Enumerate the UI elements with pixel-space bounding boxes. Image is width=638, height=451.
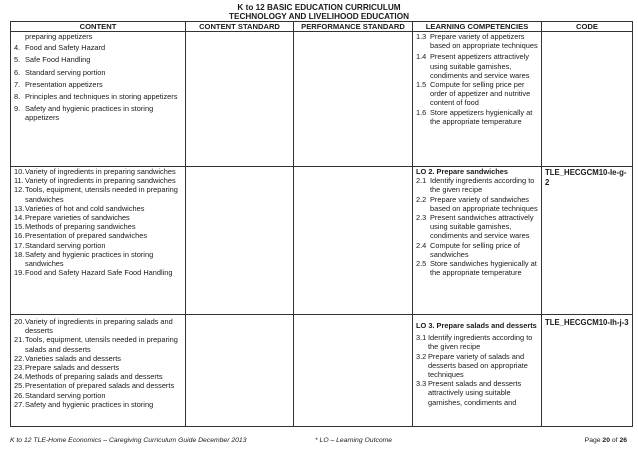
column-header-code: CODE [542, 22, 633, 32]
table-row [11, 315, 633, 427]
content-standard-cell [186, 167, 294, 315]
learning-outcome-heading: LO 3. Prepare salads and desserts [416, 321, 537, 330]
content-item: 12. Tools, equipment, utensils needed in preparing sandwiches [14, 185, 178, 204]
table-header-row [11, 22, 633, 32]
footer-guide-title: K to 12 TLE-Home Economics – Caregiving Curriculum Guide December 2013 [10, 437, 247, 444]
competency-code: TLE_HECGCM10-Ie-g-2 [545, 168, 627, 187]
content-item: 4. Food and Safety Hazard [14, 43, 106, 53]
column-header-performance-standard: PERFORMANCE STANDARD [294, 22, 413, 32]
competency-code: TLE_HECGCM10-Ih-j-3 [545, 318, 629, 327]
content-item: 27. Safety and hygienic practices in storing [14, 399, 154, 409]
competency-item: 1.6 Store appetizers hygienically at the appropriate temperature [416, 107, 533, 126]
content-item: 21. Tools, equipment, utensils needed in preparing salads and desserts [14, 335, 178, 354]
content-cell [11, 32, 186, 167]
content-item: 16. Presentation of prepared sandwiches [14, 231, 148, 241]
competency-item: 3.2 Prepare variety of salads and desserts based on appropriate techniques [416, 351, 528, 380]
content-item: 7. Presentation appetizers [14, 79, 103, 89]
competency-item: 2.2 Prepare variety of sandwiches based on appropriate techniques [416, 194, 538, 213]
code-cell [542, 32, 633, 167]
page-number: Page 20 of 26 [584, 437, 627, 444]
content-item: 5. Safe Food Handling [14, 55, 91, 65]
competency-item: 1.4 Present appetizers attractively using suitable garnishes, condiments and service wares [416, 52, 530, 80]
content-item: 11. Variety of ingredients in preparing sandwiches [14, 176, 176, 186]
content-item: 13. Varieties of hot and cold sandwiches [14, 203, 145, 213]
content-item: 15. Methods of preparing sandwiches [14, 222, 136, 232]
competency-item: 2.5 Store sandwiches hygienically at the appropriate temperature [416, 259, 537, 278]
content-item: 8. Principles and techniques in storing appetizers [14, 92, 178, 102]
content-item: 24. Methods of preparing salads and desserts [14, 372, 163, 382]
curriculum-table [10, 21, 633, 427]
competency-item: 1.3 Prepare variety of appetizers based on appropriate techniques [416, 32, 538, 51]
code-cell [542, 315, 633, 427]
competency-item: 2.1 Identify ingredients according to the given recipe [416, 176, 535, 195]
footer-lo-note: * LO – Learning Outcome [315, 437, 393, 444]
content-item: 26. Standard serving portion [14, 390, 106, 400]
performance-standard-cell [294, 167, 413, 315]
competency-item: 2.4 Compute for selling price of sandwiches [416, 240, 520, 259]
content-item: 6. Standard serving portion [14, 67, 106, 77]
content-item: preparing appetizers [25, 32, 93, 41]
learning-competencies-cell [413, 167, 542, 315]
curriculum-subtitle: TECHNOLOGY AND LIVELIHOOD EDUCATION [229, 12, 409, 21]
learning-outcome-heading: LO 2. Prepare sandwiches [416, 167, 509, 176]
content-item: 25. Presentation of prepared salads and desserts [14, 381, 175, 391]
content-item: 14. Prepare varieties of sandwiches [14, 213, 130, 223]
content-cell [11, 167, 186, 315]
content-item: 10. Variety of ingredients in preparing sandwiches [14, 167, 176, 176]
column-header-content: CONTENT [11, 22, 186, 32]
content-item: 23. Prepare salads and desserts [14, 363, 120, 373]
content-standard-cell [186, 32, 294, 167]
competency-item: 2.3 Present sandwiches attractively using suitable garnishes, condiments and service wares [416, 213, 534, 241]
content-item: 20. Variety of ingredients in preparing salads and desserts [14, 317, 173, 336]
code-cell [542, 167, 633, 315]
content-item: 22. Varieties salads and desserts [14, 353, 121, 363]
competency-item: 1.5 Compute for selling price per order of appetizer and nutritive content of food [416, 80, 531, 108]
competency-item: 3.1 Identify ingredients according to the given recipe [416, 333, 533, 352]
content-cell [11, 315, 186, 427]
column-header-learning-competencies: LEARNING COMPETENCIES [413, 22, 542, 32]
content-item: 18. Safety and hygienic practices in storing sandwiches [14, 249, 154, 269]
content-standard-cell [186, 315, 294, 427]
performance-standard-cell [294, 315, 413, 427]
column-header-content-standard: CONTENT STANDARD [186, 22, 294, 32]
content-item: 9. Safety and hygienic practices in storing appetizers [14, 104, 154, 123]
table-row [11, 167, 633, 315]
content-item: 17. Standard serving portion [14, 240, 106, 250]
learning-competencies-cell [413, 315, 542, 427]
content-item: 19. Food and Safety Hazard Safe Food Handling [14, 268, 173, 278]
table-row [11, 32, 633, 167]
curriculum-title: K to 12 BASIC EDUCATION CURRICULUM [237, 3, 401, 12]
competency-item: 3.3 Present salads and desserts attractively using suitable garnishes, condiments and [416, 379, 522, 407]
performance-standard-cell [294, 32, 413, 167]
learning-competencies-cell [413, 32, 542, 167]
